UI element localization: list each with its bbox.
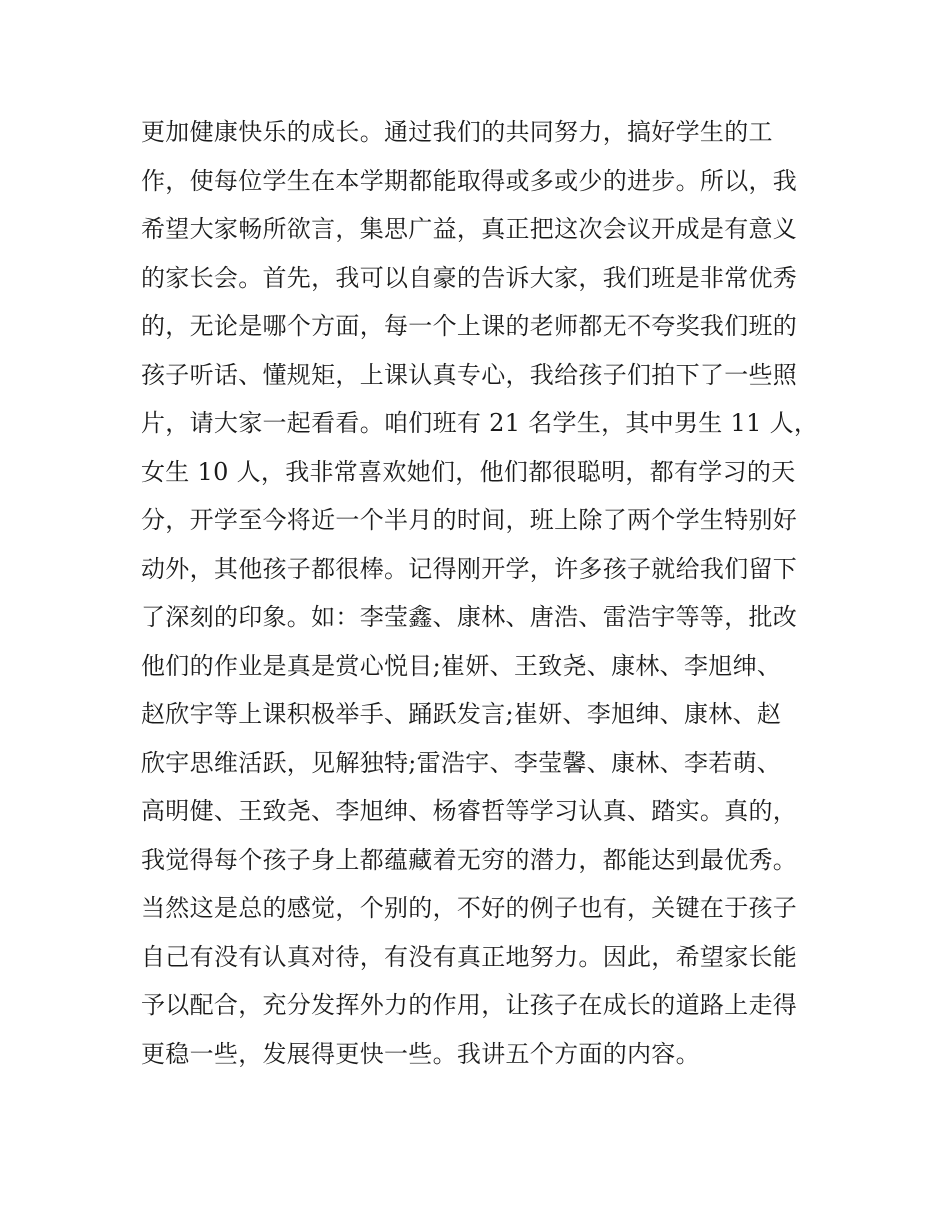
text-line: 予以配合，充分发挥外力的作用，让孩子在成长的道路上走得: [141, 991, 798, 1019]
text-line: 片，请大家一起看看。咱们班有 21 名学生，其中男生 11 人，: [141, 409, 819, 437]
text-line: 我觉得每个孩子身上都蕴藏着无穷的潜力，都能达到最优秀。: [141, 845, 798, 874]
text-line: 女生 10 人，我非常喜欢她们，他们都很聪明，都有学习的天: [141, 457, 796, 486]
text-line: 更稳一些，发展得更快一些。我讲五个方面的内容。: [141, 1039, 700, 1068]
text-line: 作，使每位学生在本学期都能取得或多或少的进步。所以，我: [141, 166, 798, 195]
text-line: 希望大家畅所欲言，集思广益，真正把这次会议开成是有意义: [141, 215, 798, 243]
text-line: 欣宇思维活跃，见解独特;雷浩宇、李莹馨、康林、李若萌、: [141, 748, 782, 777]
text-line: 分，开学至今将近一个半月的时间，班上除了两个学生特别好: [141, 506, 798, 534]
text-line: 动外，其他孩子都很棒。记得刚开学，许多孩子就给我们留下: [141, 554, 798, 583]
body-paragraph: [141, 108, 821, 1078]
text-line: 的家长会。首先，我可以自豪的告诉大家，我们班是非常优秀: [141, 263, 798, 292]
text-line: 孩子听话、懂规矩，上课认真专心，我给孩子们拍下了一些照: [141, 360, 798, 389]
text-line: 赵欣宇等上课积极举手、踊跃发言;崔妍、李旭绅、康林、赵: [141, 700, 782, 728]
text-line: 当然这是总的感觉，个别的，不好的例子也有，关键在于孩子: [141, 894, 798, 922]
text-line: 的，无论是哪个方面，每一个上课的老师都无不夸奖我们班的: [141, 312, 798, 340]
text-line: 他们的作业是真是赏心悦目;崔妍、王致尧、康林、李旭绅、: [141, 651, 782, 680]
text-line: 自己有没有认真对待，有没有真正地努力。因此，希望家长能: [141, 942, 798, 971]
text-line: 高明健、王致尧、李旭绅、杨睿哲等学习认真、踏实。真的，: [141, 797, 798, 825]
text-line: 更加健康快乐的成长。通过我们的共同努力，搞好学生的工: [141, 118, 773, 146]
text-line: 了深刻的印象。如：李莹鑫、康林、唐浩、雷浩宇等等，批改: [141, 603, 798, 631]
